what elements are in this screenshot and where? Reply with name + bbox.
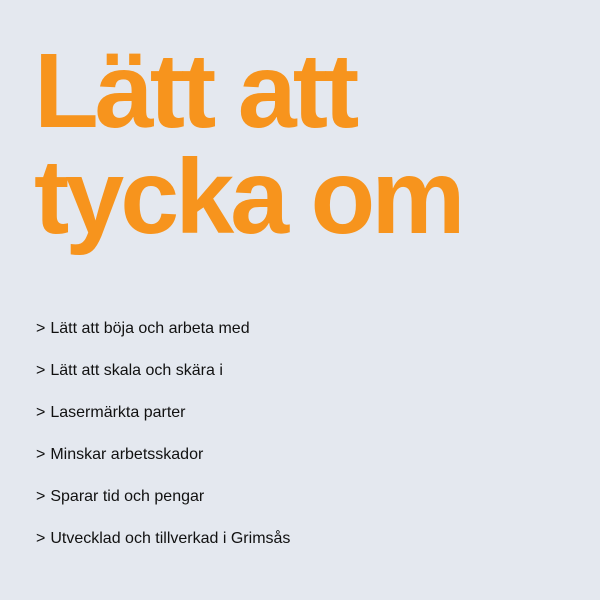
feature-item — [36, 476, 290, 518]
feature-item — [36, 350, 290, 392]
bullet-marker: > — [36, 320, 46, 337]
feature-item — [36, 434, 290, 476]
feature-text: Minskar arbetsskador — [50, 446, 204, 463]
bullet-marker: > — [36, 488, 46, 505]
bullet-marker: > — [36, 404, 46, 421]
feature-text: Lätt att böja och arbeta med — [50, 320, 250, 337]
feature-text: Lasermärkta parter — [50, 404, 186, 421]
bullet-marker: > — [36, 362, 46, 379]
bullet-marker: > — [36, 446, 46, 463]
bullet-marker: > — [36, 530, 46, 547]
feature-item — [36, 392, 290, 434]
feature-text: Utvecklad och tillverkad i Grimsås — [50, 530, 291, 547]
feature-item — [36, 518, 290, 560]
feature-item — [36, 308, 290, 350]
headline — [34, 32, 594, 256]
feature-text: Sparar tid och pengar — [50, 488, 205, 505]
headline-line-1: Lätt att — [34, 32, 356, 150]
feature-list — [36, 308, 290, 560]
feature-text: Lätt att skala och skära i — [50, 362, 223, 379]
headline-line-2: tycka om — [34, 138, 462, 256]
